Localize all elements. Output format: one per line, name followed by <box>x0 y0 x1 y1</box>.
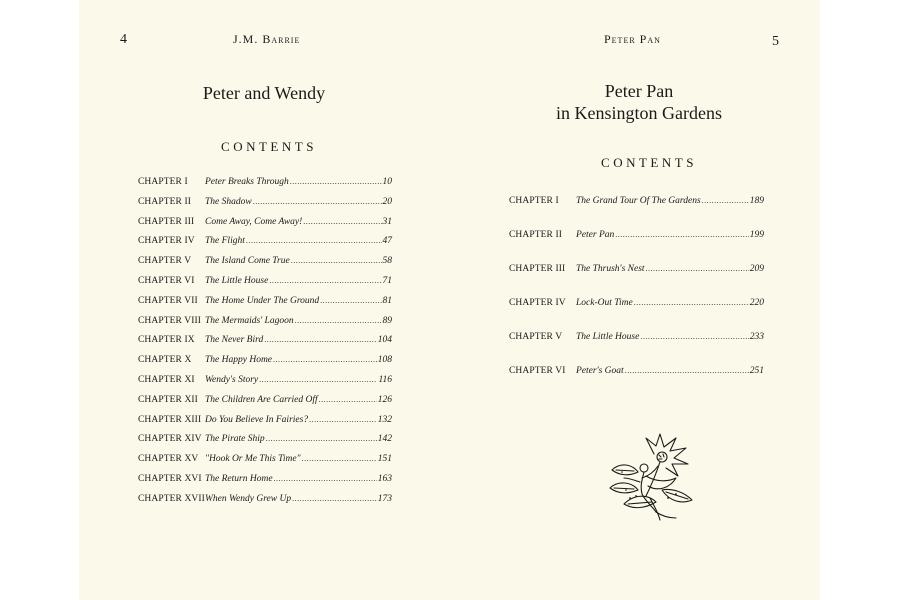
toc-title: "Hook Or Me This Time" <box>205 454 301 465</box>
toc-leader <box>303 217 381 226</box>
toc-row <box>138 217 392 227</box>
toc-leader <box>309 415 377 424</box>
toc-chapter: CHAPTER I <box>138 177 188 187</box>
toc-page: 151 <box>377 454 392 465</box>
toc-leader <box>702 196 749 205</box>
toc-leader <box>625 366 749 375</box>
running-head-left <box>233 32 300 47</box>
toc-page: 10 <box>382 177 392 187</box>
toc-row <box>509 264 764 274</box>
toc-title: When Wendy Grew Up <box>205 493 292 504</box>
toc-chapter: CHAPTER VI <box>509 366 566 376</box>
toc-chapter: CHAPTER XVI <box>138 474 202 484</box>
toc-chapter: CHAPTER VIII <box>138 315 202 326</box>
toc-leader <box>295 316 382 325</box>
toc-page: 189 <box>749 196 764 206</box>
toc-page: 104 <box>377 335 392 346</box>
toc-title: The Return Home <box>205 474 273 484</box>
toc-title: Lock-Out Time <box>576 298 633 308</box>
toc-row <box>138 474 392 484</box>
toc-title: The Pirate Ship <box>205 434 265 445</box>
page-number-right: 5 <box>772 34 779 49</box>
toc-title: The Shadow <box>205 196 252 207</box>
toc-leader <box>646 264 749 273</box>
toc-page: 108 <box>377 355 392 366</box>
toc-chapter: CHAPTER III <box>509 264 566 274</box>
left-page <box>79 0 449 600</box>
toc-row <box>138 454 392 464</box>
toc-title: Do You Believe In Fairies? <box>205 414 309 425</box>
toc-title: The Thrush's Nest <box>576 264 645 274</box>
toc-row <box>138 355 392 365</box>
toc-leader <box>319 395 377 404</box>
toc-row <box>138 316 392 326</box>
toc-page: 89 <box>382 315 392 326</box>
book-title-left: Peter and Wendy <box>202 83 326 103</box>
toc-leader <box>259 375 377 384</box>
toc-title: Come Away, Come Away! <box>205 216 303 227</box>
toc-chapter: CHAPTER V <box>138 256 192 267</box>
toc-chapter: CHAPTER II <box>138 196 191 207</box>
toc-page: 116 <box>378 375 392 385</box>
toc-chapter: CHAPTER I <box>509 196 559 206</box>
book-title-right-line1: Peter Pan <box>604 81 674 101</box>
toc-page: 58 <box>382 256 392 267</box>
toc-page: 20 <box>382 196 392 207</box>
toc-row <box>138 236 392 246</box>
toc-title: Peter Breaks Through <box>205 177 289 187</box>
toc-leader <box>292 494 377 503</box>
toc-chapter: CHAPTER XIV <box>138 434 202 445</box>
toc-chapter: CHAPTER IV <box>509 298 566 308</box>
page-number-left: 4 <box>120 32 127 47</box>
toc-leader <box>274 474 377 483</box>
toc-chapter: CHAPTER IV <box>138 236 195 247</box>
toc-title: The Little House <box>205 276 269 286</box>
toc-chapter: CHAPTER X <box>138 355 192 366</box>
toc-page: 233 <box>749 332 764 342</box>
toc-chapter: CHAPTER III <box>138 216 195 227</box>
toc-title: The Mermaids' Lagoon <box>205 315 294 326</box>
toc-page: 81 <box>382 295 392 306</box>
toc-row <box>138 434 392 444</box>
toc-page: 251 <box>749 366 764 376</box>
toc-leader <box>302 454 377 463</box>
toc-row <box>138 494 392 504</box>
toc-row <box>138 375 392 385</box>
toc-chapter: CHAPTER IX <box>138 335 195 346</box>
running-head-surname: Barrie <box>262 32 301 46</box>
toc-leader <box>253 197 382 206</box>
toc-chapter: CHAPTER XI <box>138 375 195 385</box>
toc-row <box>509 230 764 240</box>
toc-title: The Flight <box>205 236 245 247</box>
toc-title: The Island Come True <box>205 256 290 267</box>
toc-row <box>509 298 764 308</box>
toc-title: The Children Are Carried Off <box>205 394 318 405</box>
toc-page: 199 <box>749 230 764 240</box>
toc-leader <box>246 236 382 245</box>
toc-row <box>138 276 392 286</box>
toc-leader <box>290 177 382 186</box>
toc-row <box>509 196 764 206</box>
toc-chapter: CHAPTER VII <box>138 295 198 306</box>
toc-chapter: CHAPTER XIII <box>138 414 202 425</box>
toc-page: 132 <box>377 414 392 425</box>
toc-chapter: CHAPTER XV <box>138 454 199 465</box>
toc-row <box>138 415 392 425</box>
toc-title: The Home Under The Ground <box>205 295 320 306</box>
toc-row <box>138 335 392 345</box>
toc-title: The Grand Tour Of The Gardens <box>576 196 701 206</box>
book-title-right-line2: in Kensington Gardens <box>556 103 722 123</box>
running-head-title: Peter Pan <box>604 32 661 46</box>
toc-row <box>509 332 764 342</box>
toc-chapter: CHAPTER VI <box>138 276 195 286</box>
toc-page: 173 <box>377 493 392 504</box>
toc-leader <box>291 256 382 265</box>
toc-page: 126 <box>377 394 392 405</box>
fairy-flower-illustration <box>606 432 698 522</box>
toc-title: Wendy's Story <box>205 375 259 385</box>
toc-leader <box>640 332 748 341</box>
toc-title: The Never Bird <box>205 335 264 346</box>
toc-row <box>138 395 392 405</box>
toc-leader <box>266 434 377 443</box>
toc-row <box>138 296 392 306</box>
book-spread <box>79 0 820 600</box>
toc-page: 142 <box>377 434 392 445</box>
toc-row <box>509 366 764 376</box>
contents-heading-right: CONTENTS <box>601 155 697 170</box>
toc-page: 220 <box>749 298 764 308</box>
toc-chapter: CHAPTER V <box>509 332 563 342</box>
toc-title: Peter Pan <box>576 230 615 240</box>
toc-page: 209 <box>749 264 764 274</box>
toc-chapter: CHAPTER XII <box>138 394 198 405</box>
toc-title: The Little House <box>576 332 640 342</box>
running-head-right <box>604 32 661 47</box>
toc-page: 47 <box>382 236 392 247</box>
toc-page: 31 <box>382 216 392 227</box>
toc-row <box>138 197 392 207</box>
toc-row <box>138 256 392 266</box>
toc-page: 71 <box>382 276 392 286</box>
toc-leader <box>634 298 749 307</box>
toc-leader <box>615 230 748 239</box>
toc-page: 163 <box>377 474 392 484</box>
toc-chapter: CHAPTER XVII <box>138 493 205 504</box>
contents-heading-left: CONTENTS <box>221 139 317 154</box>
toc-leader <box>320 296 381 305</box>
toc-chapter: CHAPTER II <box>509 230 562 240</box>
toc-leader <box>264 335 377 344</box>
toc-title: The Happy Home <box>205 355 273 366</box>
toc-title: Peter's Goat <box>576 366 624 376</box>
toc-row <box>138 177 392 187</box>
running-head-initials: J.M. <box>233 32 263 46</box>
toc-leader <box>273 355 377 364</box>
toc-leader <box>269 276 381 285</box>
